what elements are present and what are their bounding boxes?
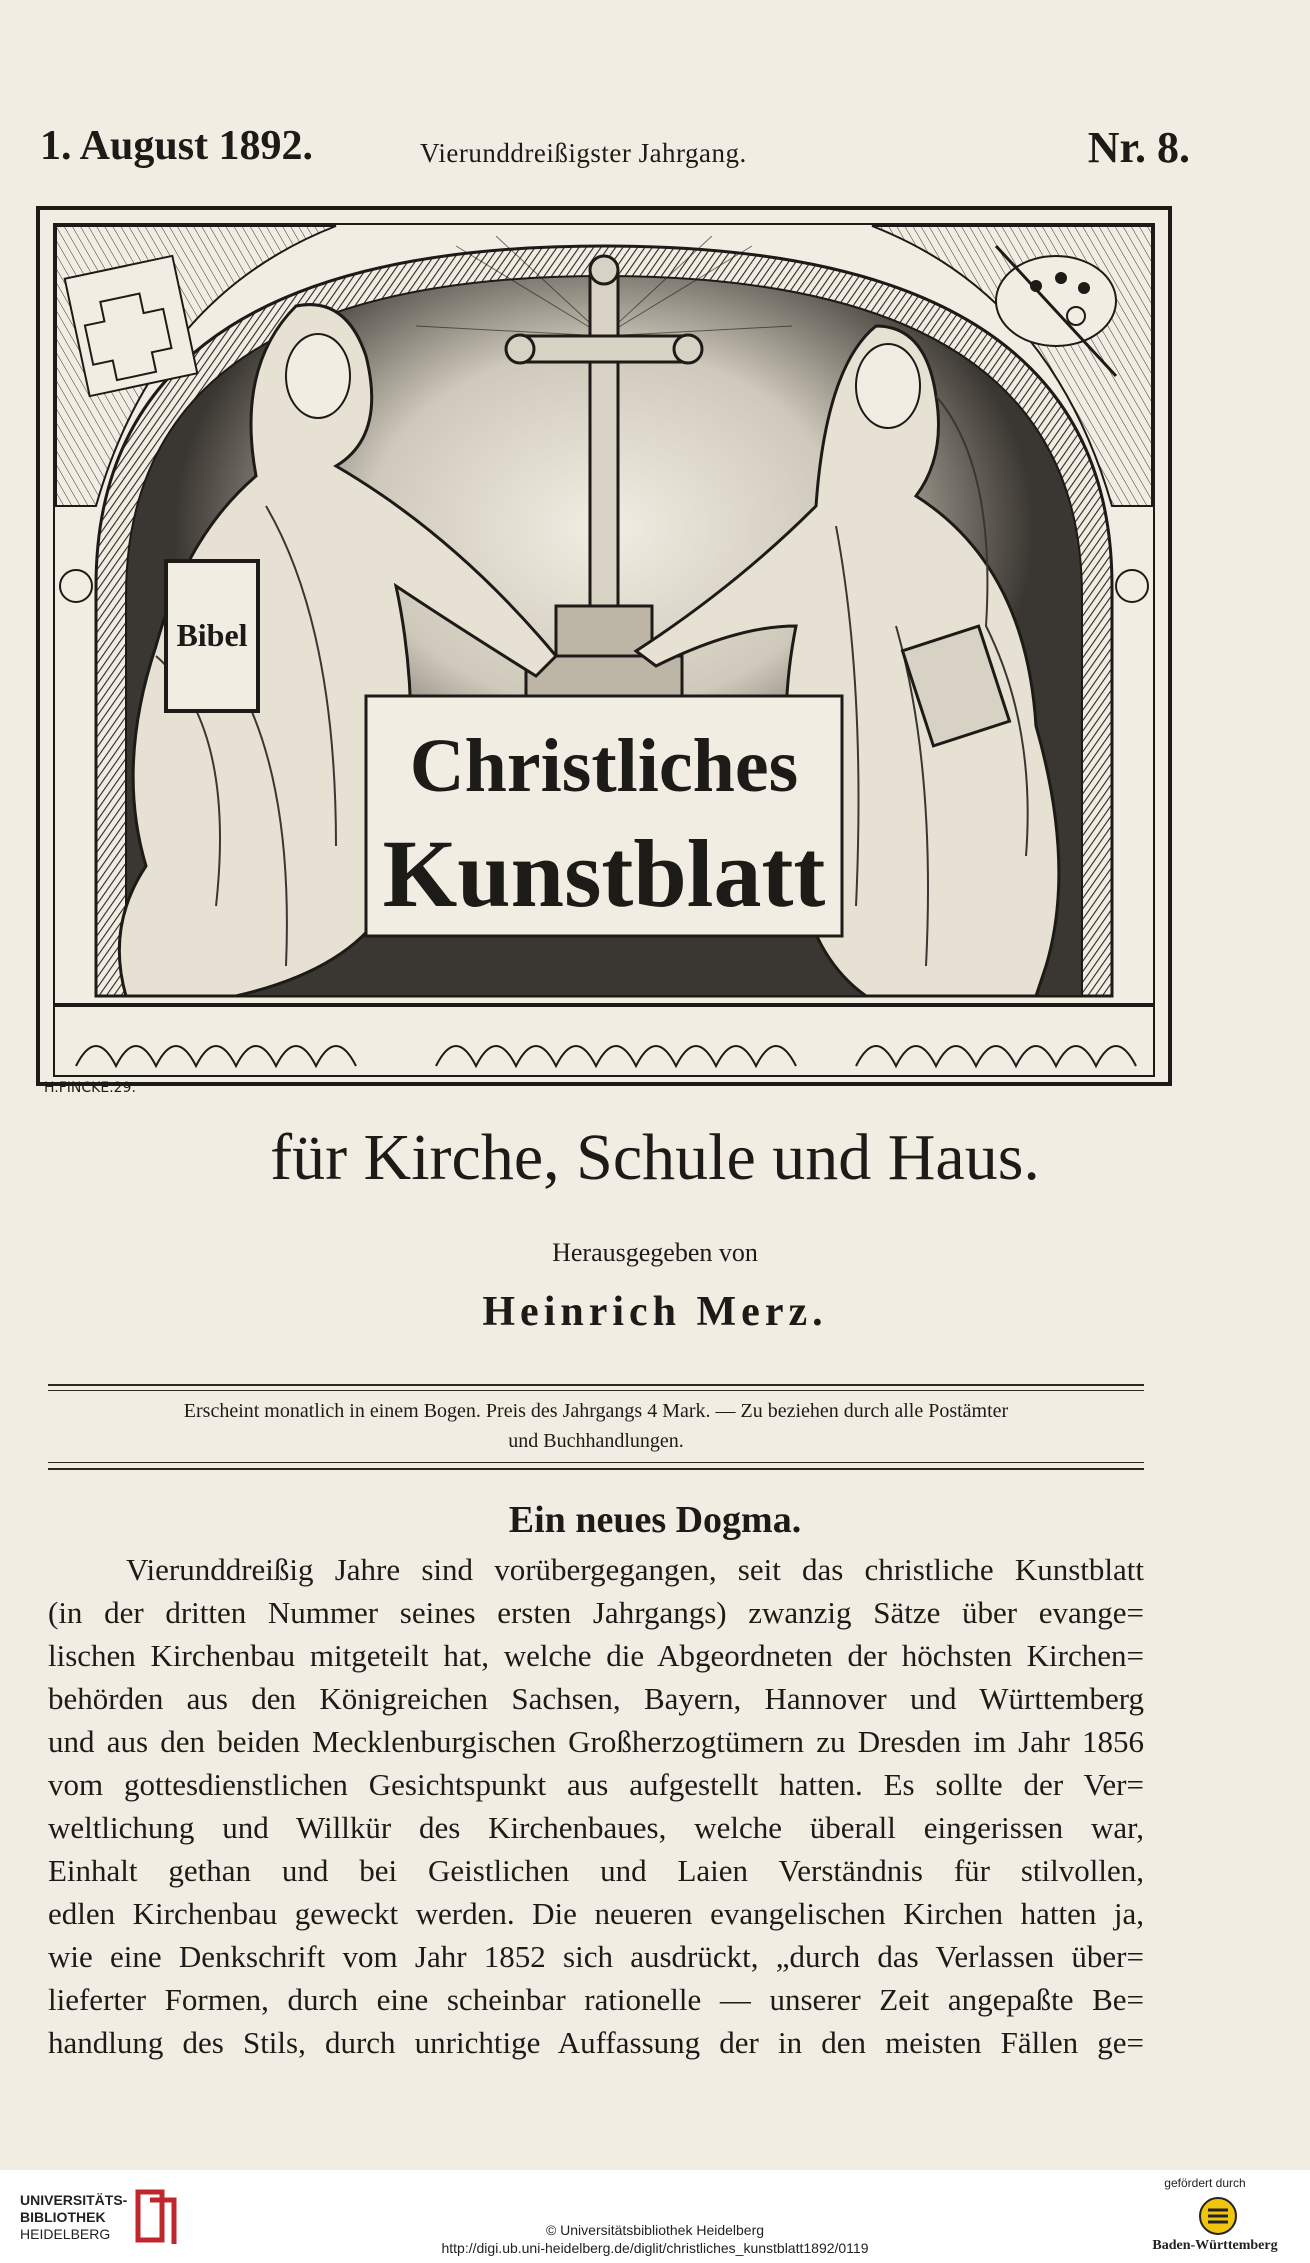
article-line: (in der dritten Nummer seines ersten Jahrgangs) zwanzig Sätze über evange=	[48, 1595, 1144, 1630]
article-line: Einhalt gethan und bei Geistlichen und Laien Verständnis für stilvollen,	[48, 1853, 1144, 1888]
article-line: vom gottesdienstlichen Gesichtspunkt aus aufgestellt hatten. Es sollte der Ver=	[48, 1767, 1144, 1802]
article-line: wie eine Denkschrift vom Jahr 1852 sich ausdrückt, „durch das Verlassen über=	[48, 1939, 1144, 1974]
state-coat-of-arms-icon	[1198, 2196, 1238, 2236]
divider-bottom	[48, 1468, 1144, 1470]
article-line: lieferter Formen, durch eine scheinbar rationelle — unserer Zeit angepaßte Be=	[48, 1982, 1144, 2017]
bible-label: Bibel	[176, 617, 248, 653]
masthead-title-line2: Kunstblatt	[382, 820, 826, 927]
issue-date: 1. August 1892.	[40, 123, 314, 169]
notice-line-2: und Buchhandlungen.	[508, 1430, 684, 1452]
divider-bottom-thin	[48, 1462, 1144, 1463]
masthead-engraving	[36, 206, 1172, 1086]
article-line: weltlichung und Willkür des Kirchenbaues, welche überall eingerissen war,	[48, 1810, 1144, 1845]
library-name-line-1: UNIVERSITÄTS-	[20, 2192, 128, 2208]
article-body	[48, 1548, 1144, 2064]
article-line: und aus den beiden Mecklenburgischen Großherzogtümern zu Dresden im Jahr 1856	[48, 1724, 1144, 1759]
divider-top	[48, 1384, 1144, 1386]
funded-by-label: gefördert durch	[1164, 2176, 1246, 2190]
engraver-signature: H.FINCKE.29.	[44, 1080, 136, 1096]
subtitle: für Kirche, Schule und Haus.	[270, 1121, 1040, 1194]
issue-number: Nr. 8.	[1087, 123, 1190, 172]
library-name-line-2: BIBLIOTHEK	[20, 2209, 106, 2225]
permalink-url[interactable]: http://digi.ub.uni-heidelberg.de/diglit/christliches_kunstblatt1892/0119	[441, 2240, 869, 2256]
article-line: Vierunddreißig Jahre sind vorübergegangen, seit das christliche Kunstblatt	[126, 1552, 1144, 1587]
copyright-notice: © Universitätsbibliothek Heidelberg	[545, 2222, 765, 2238]
notice-line-1: Erscheint monatlich in einem Bogen. Preis des Jahrgangs 4 Mark. — Zu beziehen durch alle Postämter	[183, 1400, 1009, 1422]
volume-label: Vierunddreißigster Jahrgang.	[420, 138, 747, 168]
article-line: behörden aus den Königreichen Sachsen, Bayern, Hannover und Württemberg	[48, 1681, 1144, 1716]
library-name-line-3: HEIDELBERG	[20, 2226, 111, 2242]
article-line: lischen Kirchenbau mitgeteilt hat, welche die Abgeordneten der höchsten Kirchen=	[48, 1638, 1144, 1673]
article-line: edlen Kirchenbau geweckt werden. Die neueren evangelischen Kirchen hatten ja,	[48, 1896, 1144, 1931]
viewer-footer	[0, 2170, 1310, 2263]
issue-header	[40, 118, 1190, 178]
subscription-notice	[48, 1396, 1144, 1456]
editor-name: Heinrich Merz.	[482, 1289, 828, 1335]
editor-intro: Herausgegeben von	[552, 1238, 758, 1267]
masthead-title-line1: Christliches	[409, 724, 799, 808]
sponsor-label[interactable]: Baden-Württemberg	[1152, 2238, 1278, 2253]
article-title: Ein neues Dogma.	[508, 1499, 802, 1541]
divider-top-thin	[48, 1390, 1144, 1391]
article-line: handlung des Stils, durch unrichtige Auffassung der in den meisten Fällen ge=	[48, 2025, 1144, 2060]
